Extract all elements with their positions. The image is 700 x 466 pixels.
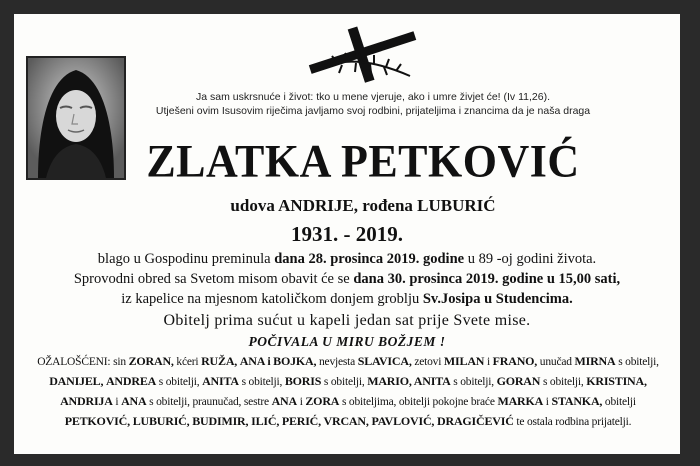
mourners-text: kćeri [176, 356, 199, 368]
mourners-name: RUŽA, [201, 354, 238, 368]
quote-line-1: Ja sam uskrsnuće i život: tko u mene vjeruje, ako i umre živjet će! (Iv 11,26). [195, 91, 551, 103]
subtitle-maiden: LUBURIĆ [417, 196, 496, 215]
mourners-text: te ostala rodbina prijatelji. [516, 416, 632, 428]
subtitle [138, 196, 588, 216]
mourners-label: OŽALOŠĆENI: [37, 356, 111, 368]
mourners-name: BORIS [284, 374, 322, 388]
mourners-name: ANITA [202, 374, 239, 388]
death-date: dana 28. prosinca 2019. godine [274, 251, 465, 267]
mourners-text: sin [113, 356, 126, 368]
death-pre: blago u Gospodinu preminula [97, 251, 271, 267]
bible-quote [138, 90, 608, 118]
location-line [14, 290, 680, 308]
mourners-name: ANA i [239, 354, 271, 368]
mourners-text: s obitelji, [241, 376, 283, 388]
mourners-text: s obitelji, [453, 376, 494, 388]
mourners-name: FRANO, [492, 354, 538, 368]
funeral-date: dana 30. prosinca 2019. godine u 15,00 sati, [353, 271, 621, 287]
subtitle-husband: ANDRIJE, [278, 196, 358, 215]
mourners-name: ANA [121, 394, 147, 408]
mourners-name: ZORAN, [128, 354, 174, 368]
subtitle-udova: udova [230, 196, 275, 215]
mourners-name: ANA [271, 394, 297, 408]
mourners-text: s obitelji, [158, 376, 200, 388]
mourners-text: i [299, 396, 303, 408]
mourners-text: s obitelji, [149, 396, 190, 408]
mourners-text: i [545, 396, 549, 408]
mourners-text: obitelji [604, 396, 636, 408]
mourners-name: GORAN [496, 374, 541, 388]
quote-line-2: Utješeni ovim Isusovim riječima javljamo svoj rodbini, prijateljima i znancima da je naša draga [155, 105, 591, 117]
portrait-photo [26, 56, 126, 180]
mourners-name: DANIJEL, [49, 374, 104, 388]
cross-icon [298, 24, 428, 84]
location-pre: iz kapelice na mjesnom katoličkom donjem groblju [121, 291, 420, 307]
funeral-line [14, 270, 680, 288]
death-post: u 89 -oj godini života. [467, 251, 597, 267]
mourners-name: ANDREA [105, 374, 157, 388]
mourners-text: nevjesta [318, 356, 356, 368]
family-note: Obitelj prima sućut u kapeli jedan sat prije Svete mise. [163, 312, 531, 329]
mourners-text: s obitelji, [323, 376, 365, 388]
mourners-name: MARKA [497, 394, 544, 408]
mourners-text: s obiteljima, obitelji pokojne braće [341, 396, 495, 408]
mourners-text: s obitelji, [618, 356, 659, 368]
mourners-name: ZORA [305, 394, 340, 408]
mourners-text: i [486, 356, 490, 368]
mourners-name: MIRNA [574, 354, 616, 368]
mourners-list [28, 352, 668, 432]
mourners-text: s obitelji, [542, 376, 584, 388]
funeral-pre: Sprovodni obred sa Svetom misom obavit će se [73, 271, 350, 287]
mourners-text: praunučad, sestre [192, 396, 269, 408]
mourners-name: MILAN [443, 354, 485, 368]
subtitle-rodjena: rođena [362, 196, 413, 215]
location-place: Sv.Josipa u Studencima. [422, 291, 573, 307]
obituary-card [14, 14, 680, 454]
mourners-name: KRISTINA, ANDRIJA [60, 374, 647, 408]
rip-line: POČIVALA U MIRU BOŽJEM ! [248, 334, 446, 349]
mourners-name: BOJKA, [273, 354, 317, 368]
mourners-text: zetovi [414, 356, 442, 368]
death-line [14, 250, 680, 268]
mourners-text: i [115, 396, 119, 408]
mourners-name: PETKOVIĆ, LUBURIĆ, BUDIMIR, ILIĆ, [64, 414, 280, 428]
mourners-text: unučad [539, 356, 572, 368]
mourners-name: MARIO, ANITA [367, 374, 451, 388]
mourners-name: PERIĆ, VRCAN, PAVLOVIĆ, DRAGIČEVIĆ [281, 414, 514, 428]
deceased-name: ZLATKA PETKOVIĆ [146, 135, 580, 188]
mourners-name: SLAVICA, [357, 354, 412, 368]
mourners-name: STANKA, [551, 394, 603, 408]
life-years: 1931. - 2019. [291, 222, 403, 246]
